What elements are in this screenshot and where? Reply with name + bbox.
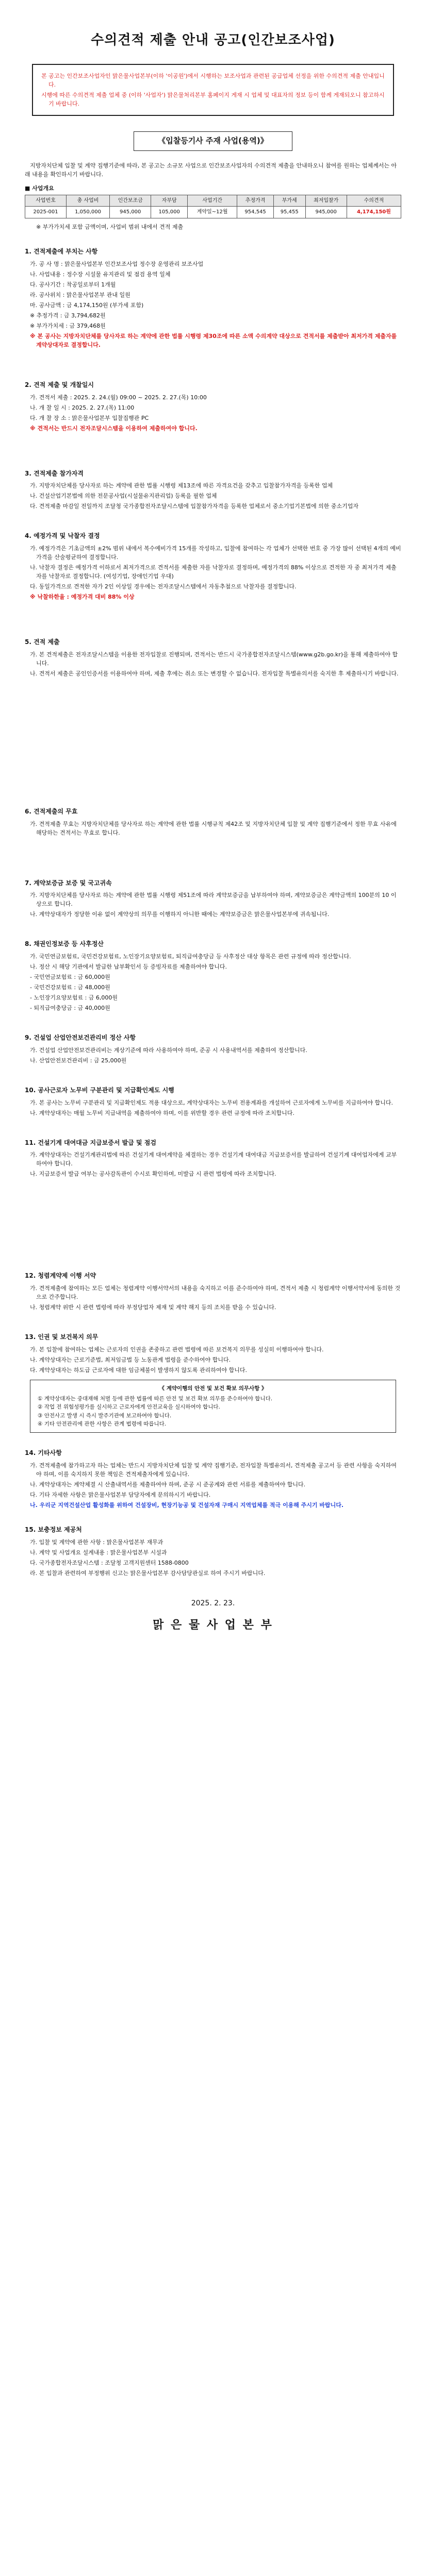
section-line: 나. 산업안전보건관리비 : 금 25,000원 — [30, 1057, 127, 1064]
section-title: 4. 예정가격 및 낙찰자 결정 — [25, 532, 100, 540]
summary-header-row — [25, 195, 401, 207]
section-title: 9. 건설업 산업안전보건관리비 정산 사항 — [25, 1034, 136, 1042]
summary-table — [25, 195, 401, 218]
section-line: ※ 추정가격 : 금 3,794,682원 — [30, 312, 106, 319]
section-line: 나. 지급보증서 발급 여부는 공사감독관이 수시로 확인하며, 미발급 시 관련 법령에 따라 조치합니다. — [30, 1171, 276, 1178]
section-title: 6. 견적제출의 무효 — [25, 808, 78, 816]
notice-line-1: 본 공고는 인간보조사업자인 맑은물사업본부(이하 '이공원')에서 시행하는 보조사업과 관련된 공급업체 선정을 위한 수의견적 제출 안내입니다. — [41, 73, 385, 89]
footer-date: 2025. 2. 23. — [191, 1599, 235, 1607]
summary-note: ※ 부가가치세 포함 금액이며, 사업비 범위 내에서 견적 제출 — [36, 223, 184, 230]
safety-duty-box — [30, 1380, 396, 1433]
summary-cell: 945,000 — [110, 207, 151, 218]
section-14 — [25, 1448, 401, 1510]
summary-header: 부가세 — [273, 195, 305, 207]
section-line: 가. 입찰 및 계약에 관한 사항 : 맑은물사업본부 재무과 — [30, 1538, 163, 1546]
section-3 — [25, 469, 401, 511]
section-line: 나. 계약상대자는 계약체결 시 산출내역서를 제출하여야 하며, 준공 시 준공계와 관련 서류를 제출하여야 합니다. — [30, 1481, 306, 1488]
section-11 — [25, 1138, 401, 1179]
section-red-note: ※ 견적서는 반드시 전자조달시스템을 이용하여 제출하여야 합니다. — [30, 425, 198, 432]
section-title: 5. 견적 제출 — [25, 638, 60, 646]
safety-duty-line: ① 계약상대자는 중대재해 처벌 등에 관한 법률에 따른 안전 및 보건 확보 의무를 준수하여야 합니다. — [38, 1396, 273, 1402]
section-4 — [25, 531, 401, 601]
section-12 — [25, 1271, 401, 1312]
section-red-note: ※ 낙찰하한율 : 예정가격 대비 88% 이상 — [30, 594, 135, 601]
summary-header: 수의견적 — [347, 195, 401, 207]
section-1 — [25, 247, 401, 349]
section-line: 가. 지방자치단체를 당사자로 하는 계약에 관한 법률 시행령 제13조에 따른 자격요건을 갖추고 입찰참가자격을 등록한 업체 — [30, 482, 333, 489]
sections-container — [25, 247, 401, 1578]
section-title: 3. 견적제출 참가자격 — [25, 469, 84, 477]
section-line: 나. 계약상대자는 근로기준법, 최저임금법 등 노동관계 법령을 준수하여야 합니다. — [30, 1356, 231, 1363]
section-8 — [25, 939, 401, 1012]
section-line: 나. 계약상대자가 정당한 이유 없이 계약상의 의무를 이행하지 아니한 때에는 계약보증금은 맑은물사업본부에 귀속됩니다. — [30, 911, 330, 918]
section-line: 나. 계약상대자는 매월 노무비 지급내역을 제출하여야 하며, 이를 위반할 경우 관련 규정에 따라 조치합니다. — [30, 1109, 294, 1116]
section-2 — [25, 380, 401, 433]
section-line: - 퇴직급여충당금 : 금 40,000원 — [30, 1005, 110, 1012]
summary-cell: 954,545 — [237, 207, 274, 218]
section-line: 나. 낙찰자 결정은 예정가격 이하로서 최저가격으로 견적서를 제출한 자를 낙찰자로 결정하며, 예정가격의 88% 이상으로 견적한 자 중 최저가격 제출자를 낙찰자로 결정합니다. (여성기업, 장애인기업 우대) — [30, 564, 397, 580]
section-9 — [25, 1033, 401, 1065]
section-line: 나. 청렴계약 위반 시 관련 법령에 따라 부정당업자 제재 및 계약 해지 등의 조치를 받을 수 있습니다. — [30, 1304, 276, 1311]
safety-duty-title: 《 계약이행의 안전 및 보건 확보 의무사항 》 — [159, 1385, 267, 1392]
section-10 — [25, 1086, 401, 1117]
section-line: 가. 건설업 산업안전보건관리비는 계상기준에 따라 사용하여야 하며, 준공 시 사용내역서를 제출하여 정산합니다. — [30, 1046, 307, 1054]
summary-header: 사업기간 — [187, 195, 237, 207]
section-line: ※ 부가가치세 : 금 379,468원 — [30, 322, 106, 329]
section-title: 7. 계약보증금 보증 및 국고귀속 — [25, 879, 112, 887]
footer-org: 맑 은 물 사 업 본 부 — [153, 1618, 273, 1632]
section-line: 다. 견적제출 마감일 전일까지 조달청 국가종합전자조달시스템에 입찰참가자격을 등록한 업체로서 중소기업기본법에 의한 중소기업자 — [30, 503, 359, 510]
notice-line-2: 시행에 따른 수의견적 제출 업체 중 (이하 '사업자') 맑은물처리본부 홈페이지 게재 시 업체 및 대표자의 정보 등이 함께 게재되오니 참고하시기 바랍니다. — [41, 92, 385, 108]
summary-header: 최저입찰가 — [305, 195, 347, 207]
summary-cell: 105,000 — [151, 207, 188, 218]
section-title: 11. 건설기계 대여대금 지급보증서 발급 및 점검 — [25, 1139, 156, 1146]
section-line: 가. 견적제출에 참가하고자 하는 업체는 반드시 지방자치단체 입찰 및 계약 집행기준, 전자입찰 특별유의서, 견적제출 공고서 등 관련 사항을 숙지하여야 하며, 이를 숙지하지 못한 책임은 견적제출자에게 있습니다. — [30, 1462, 397, 1478]
safety-duty-line: ② 작업 전 위험성평가를 실시하고 근로자에게 안전교육을 실시하여야 합니다. — [38, 1404, 220, 1411]
section-13 — [25, 1332, 401, 1433]
summary-cell: 95,455 — [273, 207, 305, 218]
section-line: 라. 공사위치 : 맑은물사업본부 관내 일원 — [30, 291, 130, 298]
section-title: 14. 기타사항 — [25, 1449, 62, 1457]
section-6 — [25, 807, 401, 837]
section-title: 15. 보충정보 제공처 — [25, 1526, 82, 1534]
section-line: 가. 본 공사는 노무비 구분관리 및 지급확인제도 적용 대상으로, 계약상대자는 노무비 전용계좌를 개설하여 근로자에게 노무비를 지급하여야 합니다. — [30, 1099, 393, 1106]
section-red-note: ※ 본 공사는 지방자치단체를 당사자로 하는 계약에 관한 법률 시행령 제30조에 따른 소액 수의계약 대상으로 견적서를 제출받아 최저가격 제출자를 계약상대자로 결정합니다. — [30, 332, 397, 348]
subtitle-wrap — [25, 131, 401, 150]
section-line: 가. 지방자치단체를 당사자로 하는 계약에 관한 법률 시행령 제51조에 따라 계약보증금을 납부하여야 하며, 계약보증금은 계약금액의 100분의 10 이상으로 합니다. — [30, 892, 397, 908]
section-title: 12. 청렴계약제 이행 서약 — [25, 1272, 96, 1280]
section-blue-note: 나. 우리군 지역건설산업 활성화를 위하여 건설장비, 현장기능공 및 건설자재 구매시 지역업체를 적극 이용해 주시기 바랍니다. — [30, 1502, 344, 1509]
section-line: 가. 예정가격은 기초금액의 ±2% 범위 내에서 복수예비가격 15개를 작성하고, 입찰에 참여하는 각 업체가 선택한 번호 중 가장 많이 선택된 4개의 예비가격을 산술평균하여 결정합니다. — [30, 545, 401, 561]
summary-label: ■ 사업개요 — [25, 184, 54, 192]
section-line: 가. 본 견적제출은 전자조달시스템을 이용한 전자입찰로 진행되며, 견적서는 반드시 국가종합전자조달시스템(www.g2b.go.kr)을 통해 제출하여야 합니다. — [30, 651, 398, 667]
section-line: 가. 견적서 제출 : 2025. 2. 24.(월) 09:00 ~ 2025. 2. 27.(목) 10:00 — [30, 394, 207, 401]
section-line: 마. 공사금액 : 금 4,174,150원 (부가세 포함) — [30, 301, 144, 309]
section-line: 가. 견적제출 무효는 지방자치단체를 당사자로 하는 계약에 관한 법률 시행규칙 제42조 및 지방자치단체 입찰 및 계약 집행기준에서 정한 무효 사유에 해당하는 견적서는 무효로 합니다. — [30, 820, 397, 836]
safety-duty-line: ④ 기타 안전관리에 관한 사항은 관계 법령에 따릅니다. — [38, 1421, 167, 1427]
section-title: 8. 채권인정보증 등 사후정산 — [25, 940, 104, 948]
section-title: 1. 견적제출에 부치는 사항 — [25, 247, 98, 255]
summary-cell: 1,050,000 — [67, 207, 110, 218]
summary-cell: 계약일~12월 — [187, 207, 237, 218]
section-line: 나. 계약 및 사업개요 설계내용 : 맑은물사업본부 시설과 — [30, 1549, 167, 1556]
notice-box — [32, 64, 394, 116]
section-line: 다. 동일가격으로 견적한 자가 2인 이상일 경우에는 전자조달시스템에서 자동추첨으로 낙찰자를 결정합니다. — [30, 583, 297, 590]
section-line: 다. 공사기간 : 착공일로부터 1개월 — [30, 281, 116, 288]
section-line: 가. 계약상대자는 건설기계관리법에 따른 건설기계 대여계약을 체결하는 경우 건설기계 대여대금 지급보증서를 발급하여 건설기계 대여업자에게 교부하여야 합니다. — [30, 1151, 397, 1167]
summary-header: 인간보조금 — [110, 195, 151, 207]
subtitle: 《입찰등기사 주재 사업(용역)》 — [134, 131, 292, 150]
summary-header: 자부담 — [151, 195, 188, 207]
section-line: 라. 본 입찰과 관련하여 부정행위 신고는 맑은물사업본부 감사담당관실로 하여 주시기 바랍니다. — [30, 1569, 266, 1577]
section-line: 가. 국민연금보험료, 국민건강보험료, 노인장기요양보험료, 퇴직급여충당금 등 사후정산 대상 항목은 관련 규정에 따라 정산합니다. — [30, 953, 351, 960]
section-7 — [25, 878, 401, 919]
section-line: 다. 개 찰 장 소 : 맑은물사업본부 입찰집행관 PC — [30, 414, 149, 421]
summary-cell: 2025-001 — [25, 207, 67, 218]
section-line: 나. 견적서 제출은 공인인증서를 이용하여야 하며, 제출 후에는 취소 또는 변경할 수 없습니다. 전자입찰 특별유의서를 숙지한 후 제출하시기 바랍니다. — [30, 670, 399, 677]
summary-cell-highlight: 4,174,150원 — [347, 207, 401, 218]
section-line: 다. 계약상대자는 하도급 근로자에 대한 임금체불이 발생하지 않도록 관리하여야 합니다. — [30, 1366, 247, 1374]
section-line: 나. 건설산업기본법에 의한 전문공사업(시설물유지관리업) 등록을 필한 업체 — [30, 493, 217, 500]
intro-text: 지방자치단체 입찰 및 계약 집행기준에 따라, 본 공고는 소규모 사업으로 인간보조사업자의 수의견적 제출을 안내하오니 참여를 원하는 업체께서는 아래 내용을 확인하시기 바랍니다. — [25, 162, 397, 178]
safety-duty-line: ③ 안전사고 발생 시 즉시 발주기관에 보고하여야 합니다. — [38, 1412, 172, 1419]
page-title: 수의견적 제출 안내 공고(인간보조사업) — [91, 32, 335, 48]
section-line: 다. 기타 자세한 사항은 맑은물사업본부 담당자에게 문의하시기 바랍니다. — [30, 1492, 211, 1498]
summary-cell: 945,000 — [305, 207, 347, 218]
section-title: 10. 공사근로자 노무비 구분관리 및 지급확인제도 시행 — [25, 1087, 174, 1094]
section-15 — [25, 1525, 401, 1578]
summary-header: 사업번호 — [25, 195, 67, 207]
section-line: 가. 공 사 명 : 맑은물사업본부 인간보조사업 정수장 운영관리 보조사업 — [30, 260, 204, 267]
section-line: - 국민연금보험료 : 금 60,000원 — [30, 974, 110, 981]
section-line: 나. 개 찰 일 시 : 2025. 2. 27.(목) 11:00 — [30, 404, 135, 411]
section-line: 나. 사업내용 : 정수장 시설물 유지관리 및 점검 용역 일체 — [30, 270, 171, 278]
section-line: 다. 국가종합전자조달시스템 : 조달청 고객지원센터 1588-0800 — [30, 1559, 189, 1566]
section-line: - 국민건강보험료 : 금 48,000원 — [30, 984, 110, 991]
section-line: 가. 본 입찰에 참여하는 업체는 근로자의 인권을 존중하고 관련 법령에 따른 보건복지 의무를 성실히 이행하여야 합니다. — [30, 1346, 324, 1353]
summary-data-row — [25, 207, 401, 218]
section-title: 13. 인권 및 보건복지 의무 — [25, 1333, 99, 1341]
section-title: 2. 견적 제출 및 개찰일시 — [25, 381, 94, 388]
section-5 — [25, 637, 401, 678]
section-line: 가. 견적제출에 참여하는 모든 업체는 청렴계약 이행서약서의 내용을 숙지하고 이를 준수하여야 하며, 견적서 제출 시 청렴계약 이행서약서에 동의한 것으로 간주합니다. — [30, 1285, 401, 1301]
section-line: - 노인장기요양보험료 : 금 6,000원 — [30, 994, 118, 1002]
summary-header: 총 사업비 — [67, 195, 110, 207]
summary-header: 추정가격 — [237, 195, 274, 207]
section-line: 나. 정산 시 해당 기관에서 발급한 납부확인서 등 증빙자료를 제출하여야 합니다. — [30, 963, 227, 971]
